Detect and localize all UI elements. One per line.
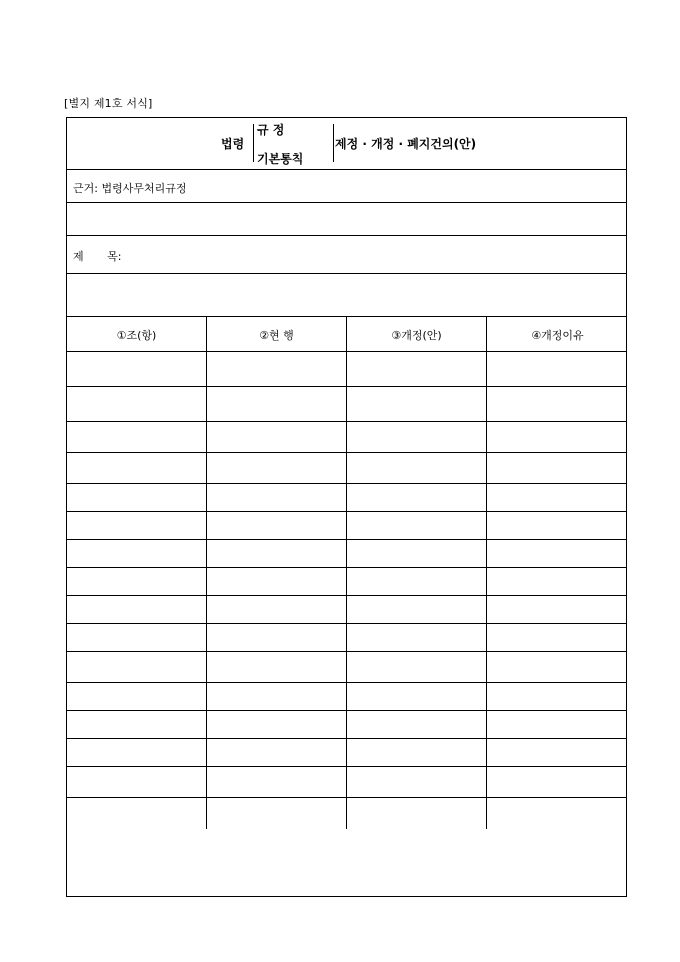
form-label: [별지 제1호 서식] [64, 97, 153, 110]
table-cell[interactable] [67, 352, 207, 386]
table-row [67, 568, 626, 596]
table-cell[interactable] [67, 711, 207, 738]
table-cell[interactable] [67, 596, 207, 623]
table-cell[interactable] [487, 352, 628, 386]
table-cell[interactable] [207, 568, 347, 595]
basis-row [67, 170, 626, 203]
table-cell[interactable] [67, 484, 207, 511]
table-cell[interactable] [487, 484, 628, 511]
table-row [67, 387, 626, 422]
table-cell[interactable] [207, 683, 347, 710]
table-cell[interactable] [67, 422, 207, 452]
title-bracket-top: 규 정 [257, 123, 285, 137]
table-cell[interactable] [67, 652, 207, 682]
table-cell[interactable] [487, 568, 628, 595]
table-cell[interactable] [207, 352, 347, 386]
bracket-right [327, 124, 334, 162]
table-row [67, 453, 626, 484]
table-cell[interactable] [67, 624, 207, 651]
table-cell[interactable] [347, 739, 487, 766]
table-cell[interactable] [207, 484, 347, 511]
table-row [67, 540, 626, 568]
table-cell[interactable] [207, 596, 347, 623]
table-cell[interactable] [487, 387, 628, 421]
table-cell[interactable] [347, 387, 487, 421]
table-cell[interactable] [207, 652, 347, 682]
table-cell[interactable] [67, 767, 207, 797]
table-cell[interactable] [487, 683, 628, 710]
table-cell[interactable] [347, 596, 487, 623]
table-cell[interactable] [347, 652, 487, 682]
table-row [67, 683, 626, 711]
table-cell[interactable] [67, 568, 207, 595]
table-cell[interactable] [347, 453, 487, 483]
table-cell[interactable] [207, 540, 347, 567]
table-cell[interactable] [207, 387, 347, 421]
table-cell[interactable] [487, 422, 628, 452]
header-amendment: ③개정(안) [347, 317, 487, 351]
table-row [67, 596, 626, 624]
subject-row [67, 236, 626, 274]
table-row [67, 739, 626, 767]
table-cell[interactable] [207, 739, 347, 766]
table-cell[interactable] [207, 798, 347, 829]
title-suffix: 제정 · 개정 · 폐지건의(안) [335, 137, 477, 151]
table-cell[interactable] [487, 739, 628, 766]
table-cell[interactable] [67, 453, 207, 483]
blank-row[interactable] [67, 203, 626, 236]
table-cell[interactable] [347, 540, 487, 567]
subject-entry-row[interactable] [67, 274, 626, 317]
table-cell[interactable] [487, 453, 628, 483]
table-cell[interactable] [487, 711, 628, 738]
table-cell[interactable] [347, 798, 487, 829]
table-cell[interactable] [487, 540, 628, 567]
title-bracket-bottom: 기본통칙 [257, 152, 304, 166]
basis-text: 근거: 법령사무처리규정 [73, 182, 187, 195]
table-row [67, 624, 626, 652]
table-cell[interactable] [347, 422, 487, 452]
header-reason: ④개정이유 [531, 329, 584, 342]
table-row [67, 422, 626, 453]
subject-label: 제 목: [73, 250, 122, 263]
table-body [67, 352, 626, 896]
table-cell[interactable] [487, 652, 628, 682]
table-cell[interactable] [347, 484, 487, 511]
table-cell[interactable] [207, 512, 347, 539]
title-prefix: 법령 [221, 137, 245, 151]
form-title [67, 118, 626, 170]
table-cell[interactable] [207, 624, 347, 651]
table-header [67, 317, 626, 352]
table-cell[interactable] [487, 596, 628, 623]
table-cell[interactable] [67, 798, 207, 829]
table-cell[interactable] [487, 798, 628, 829]
table-row [67, 512, 626, 540]
table-cell[interactable] [207, 711, 347, 738]
table-cell[interactable] [487, 512, 628, 539]
table-row [67, 767, 626, 798]
table-cell[interactable] [347, 352, 487, 386]
table-cell[interactable] [347, 683, 487, 710]
table-cell[interactable] [67, 739, 207, 766]
table-cell[interactable] [67, 683, 207, 710]
table-row [67, 352, 626, 387]
table-cell[interactable] [67, 387, 207, 421]
table-cell[interactable] [67, 512, 207, 539]
table-cell[interactable] [207, 453, 347, 483]
proposal-form [66, 117, 627, 897]
table-row [67, 652, 626, 683]
table-cell[interactable] [347, 711, 487, 738]
header-article: ①조(항) [67, 317, 207, 351]
table-cell[interactable] [207, 767, 347, 797]
table-cell[interactable] [487, 624, 628, 651]
header-current: ②현 행 [207, 317, 347, 351]
table-cell[interactable] [67, 540, 207, 567]
table-cell[interactable] [347, 512, 487, 539]
table-cell[interactable] [487, 767, 628, 797]
table-row [67, 798, 626, 829]
table-row [67, 711, 626, 739]
table-cell[interactable] [347, 767, 487, 797]
table-cell[interactable] [347, 568, 487, 595]
table-cell[interactable] [347, 624, 487, 651]
table-row [67, 484, 626, 512]
table-cell[interactable] [207, 422, 347, 452]
